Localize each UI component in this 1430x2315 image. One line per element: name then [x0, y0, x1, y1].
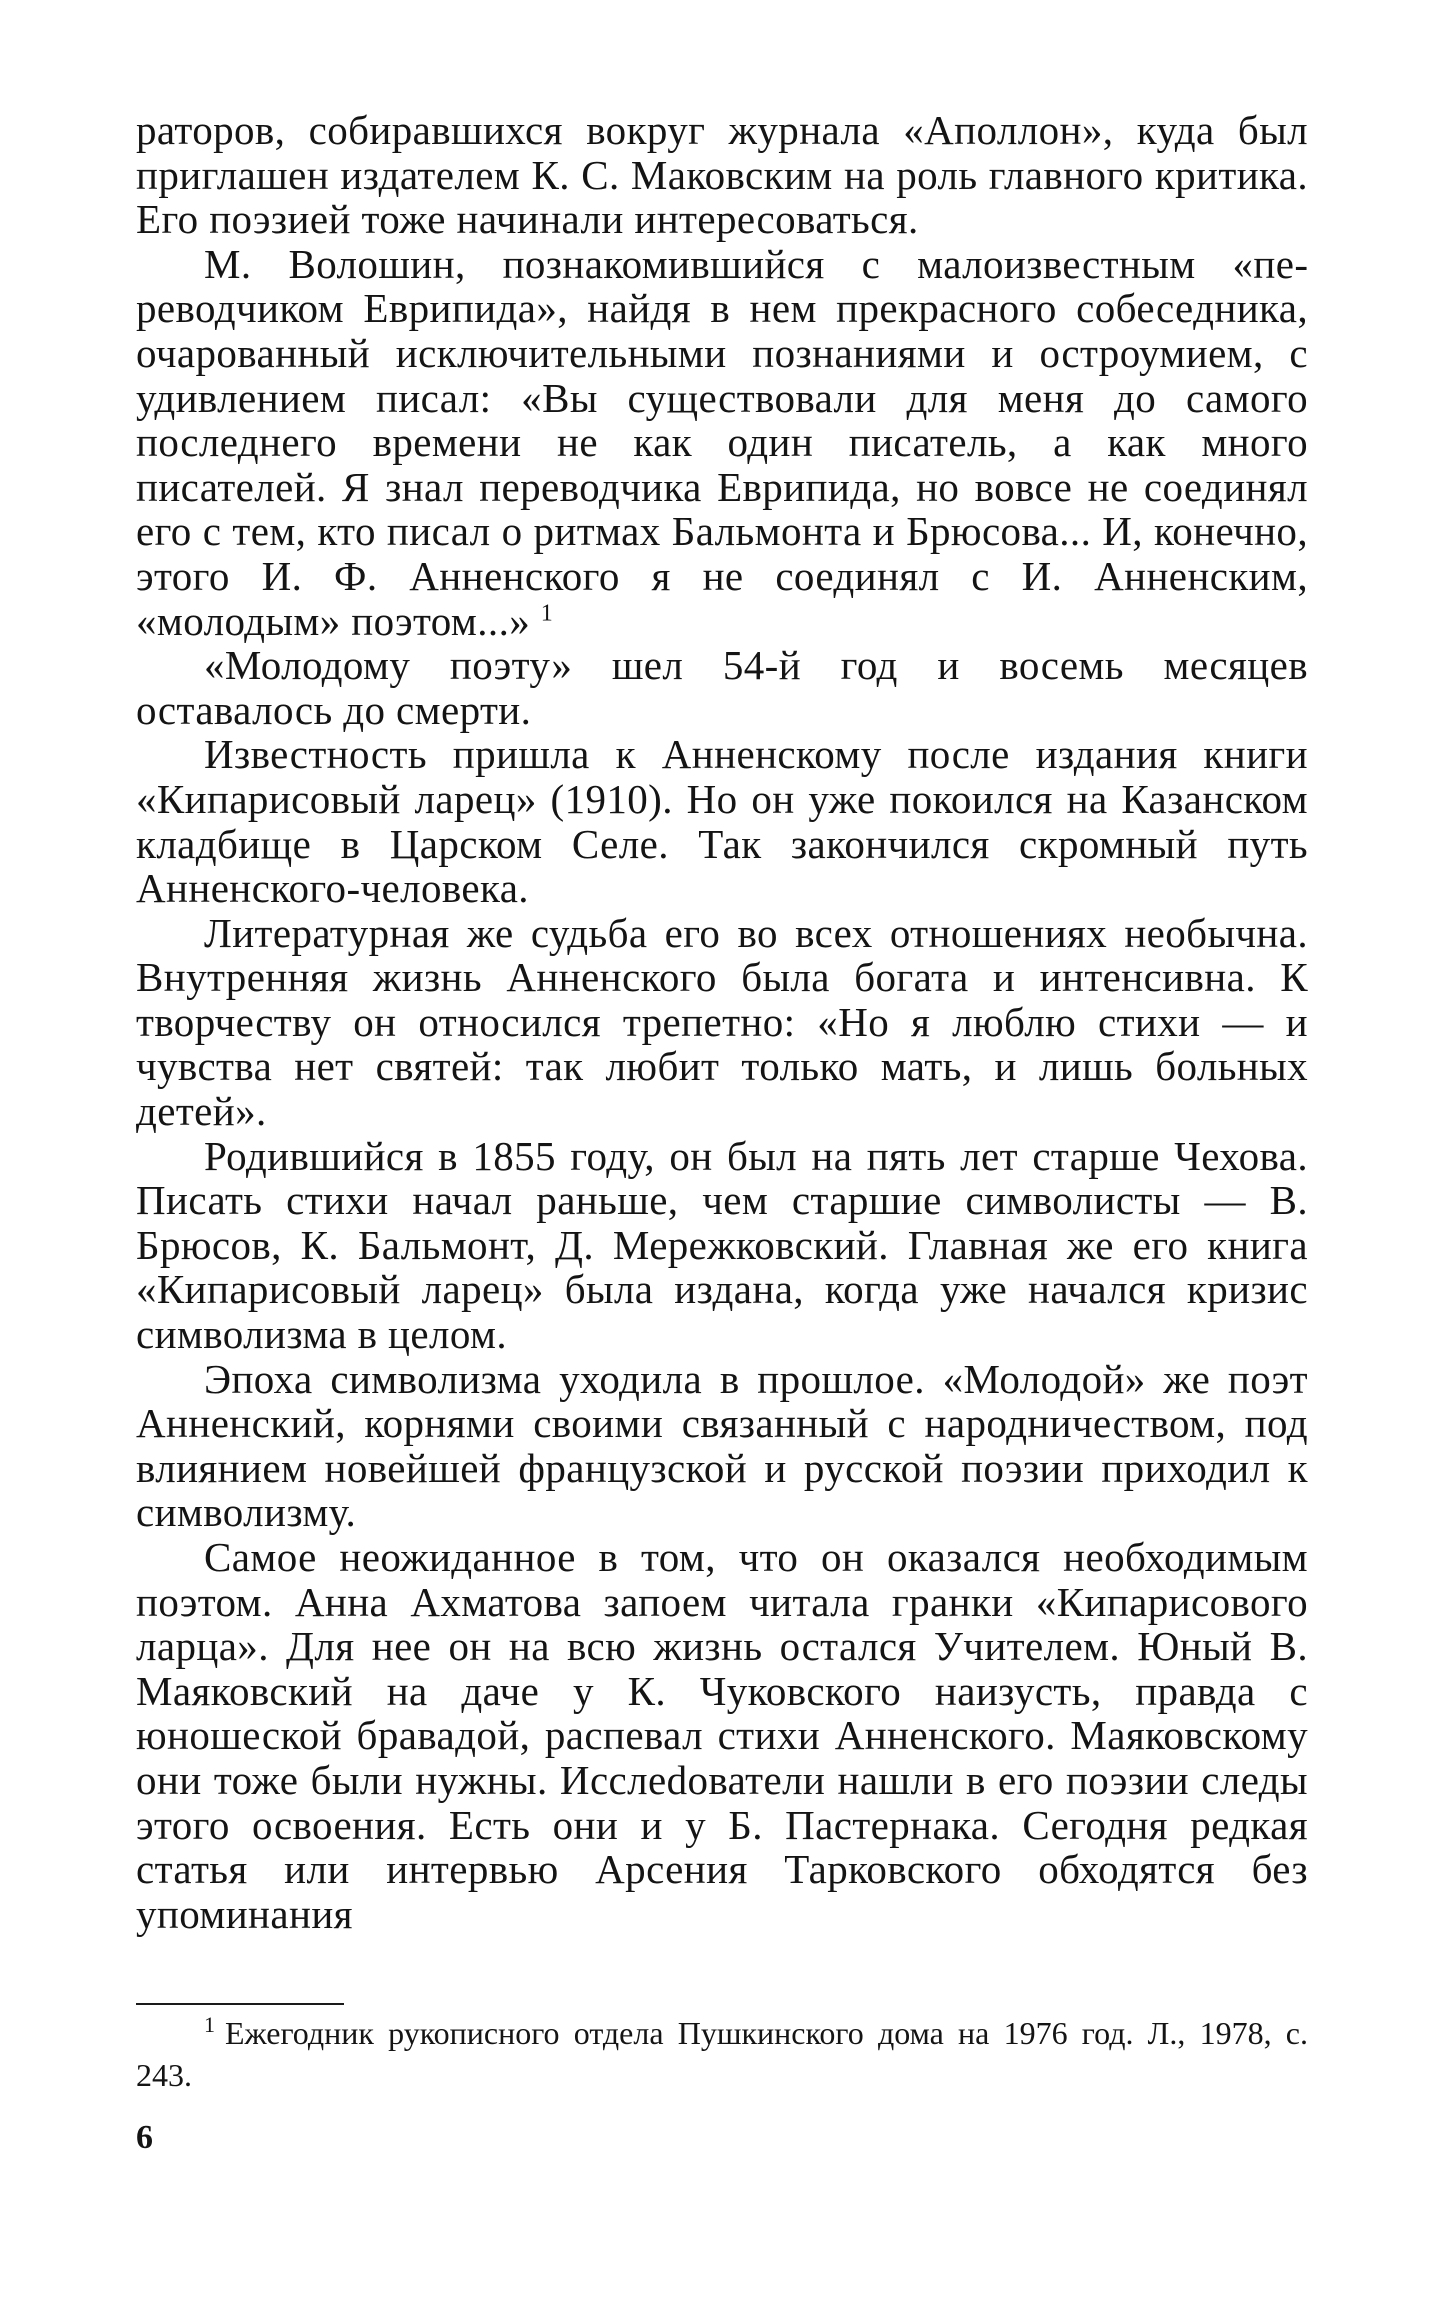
- page-body: [136, 108, 1308, 1936]
- paragraph-3: «Молодому поэту» шел 54-й год и восемь месяцев оставалось до смерти.: [136, 642, 1308, 733]
- paragraph-2-text: М. Волошин, познакомившийся с малоизвестным «переводчиком Еврипида», найдя в нем прекрасного собеседника, очарованный исключительными познаниями и остроумием, с удивлением писал: «Вы существовали для меня до самого последнего времени не как один писатель, а как много писателей. Я знал переводчика Еврипида, но вовсе не соединял его с тем, кто писал о ритмах Бальмонта и Брюсова... И, конечно, этого И. Ф. Анненского я не соединял с И. Анненским, «молодым» поэтом...»: [136, 240, 1308, 644]
- paragraph-1: раторов, собиравшихся вокруг журнала «Аполлон», куда был приглашен издателем К. С. Маковским на роль главного критика. Его поэзией тоже начинали интересоваться.: [136, 107, 1308, 243]
- footnote: [136, 2012, 1308, 2096]
- paragraph-6: Родившийся в 1855 году, он был на пять лет старше Чехова. Писать стихи начал раньше, чем старшие символисты — В. Брюсов, К. Бальмонт, Д. Мережковский. Главная же его книга «Кипарисовый ларец» была издана, когда уже начался кризис символизма в целом.: [136, 1132, 1308, 1358]
- footnote-divider: [136, 2003, 344, 2005]
- paragraph-2: [136, 242, 1308, 643]
- footnote-mark: 1: [204, 2012, 215, 2038]
- footnote-reference: 1: [540, 599, 554, 626]
- footnote-text: Ежегодник рукописного отдела Пушкинского дома на 1976 год. Л., 1978, с. 243.: [136, 2015, 1308, 2093]
- paragraph-7: Эпоха символизма уходила в прошлое. «Молодой» же поэт Анненский, корнями своими связанный с народничеством, под влиянием новейшей французской и русской поэзии приходил к символизму.: [136, 1355, 1308, 1536]
- page-number: 6: [136, 2119, 153, 2156]
- paragraph-4: Известность пришла к Анненскому после издания книги «Кипарисовый ларец» (1910). Но он уже покоился на Казанском кладбище в Царском Селе. Так закончился скромный путь Анненского-человека.: [136, 731, 1308, 912]
- paragraph-8: Самое неожиданное в том, что он оказался необходимым поэтом. Анна Ахматова запоем читала гранки «Кипарисового ларца». Для нее он на всю жизнь остался Учителем. Юный В. Маяковский на даче у К. Чуковского наизусть, правда с юношеской бравадой, распевал стихи Анненского. Маяковскому они тоже были нужны. Исслеdователи нашли в его поэзии следы этого освоения. Есть они и у Б. Пастернака. Сегодня редкая статья или интервью Арсения Тарковского обходятся без упоминания: [136, 1534, 1308, 1937]
- paragraph-5: Литературная же судьба его во всех отношениях необычна. Внутренняя жизнь Анненского была богата и интенсивна. К творчеству он относился трепетно: «Но я люблю стихи — и чувства нет святей: так любит только мать, и лишь больных детей».: [136, 909, 1308, 1135]
